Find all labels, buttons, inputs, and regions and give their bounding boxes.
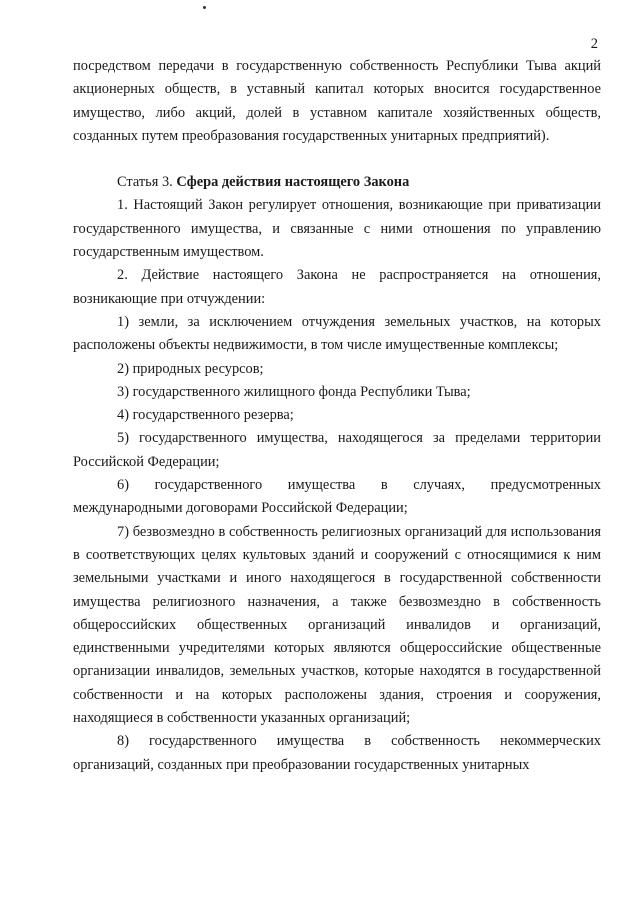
list-item-2: 2) природных ресурсов;: [117, 360, 264, 377]
article-prefix: Статья 3.: [117, 174, 177, 191]
continuation-paragraph: посредством передачи в государственную собственность Республики Тыва акций акционерных обществ, в уставный капитал которых вносится государственное имущество, либо акций, долей в уставном капитале хозяйственных обществ, созданных путем преобразования государственных унитарных предприятий).: [73, 58, 601, 144]
paragraph-2: 2. Действие настоящего Закона не распространяется на отношения, возникающие при отчуждении:: [73, 267, 601, 307]
scan-speck: [203, 6, 206, 9]
list-item-8: 8) государственного имущества в собственность некоммерческих организаций, созданных при преобразовании государственных унитарных: [73, 733, 601, 773]
list-item-3: 3) государственного жилищного фонда Республики Тыва;: [117, 383, 471, 400]
paragraph-1: 1. Настоящий Закон регулирует отношения, возникающие при приватизации государственного имущества, и связанные с ними отношения по управлению государственным имуществом.: [73, 197, 601, 261]
list-item-6: 6) государственного имущества в случаях, предусмотренных международными договорами Российской Федерации;: [73, 477, 601, 517]
page-number: 2: [590, 36, 598, 52]
article-heading: [73, 171, 601, 194]
document-body: [73, 55, 601, 777]
article-title: Сфера действия настоящего Закона: [176, 174, 410, 191]
list-item-5: 5) государственного имущества, находящегося за пределами территории Российской Федерации;: [73, 430, 601, 470]
list-item-1: 1) земли, за исключением отчуждения земельных участков, на которых расположены объекты недвижимости, в том числе имущественные комплексы;: [73, 313, 601, 354]
list-item-7: 7) безвозмездно в собственность религиозных организаций для использования в соответствующих целях культовых зданий и сооружений с относящимися к ним земельными участками и иного находящегося в государственной собственности имущества религиозного назначения, а также безвозмездно в собственность общероссийских общественных организаций инвалидов и организаций, единственными учредителями которых являются общероссийские общественные организации инвалидов, земельных участков, которые находятся в государственной собственности и на которых расположены здания, строения и сооружения, находящиеся в собственности указанных организаций;: [73, 523, 601, 727]
list-item-4: 4) государственного резерва;: [117, 407, 294, 424]
